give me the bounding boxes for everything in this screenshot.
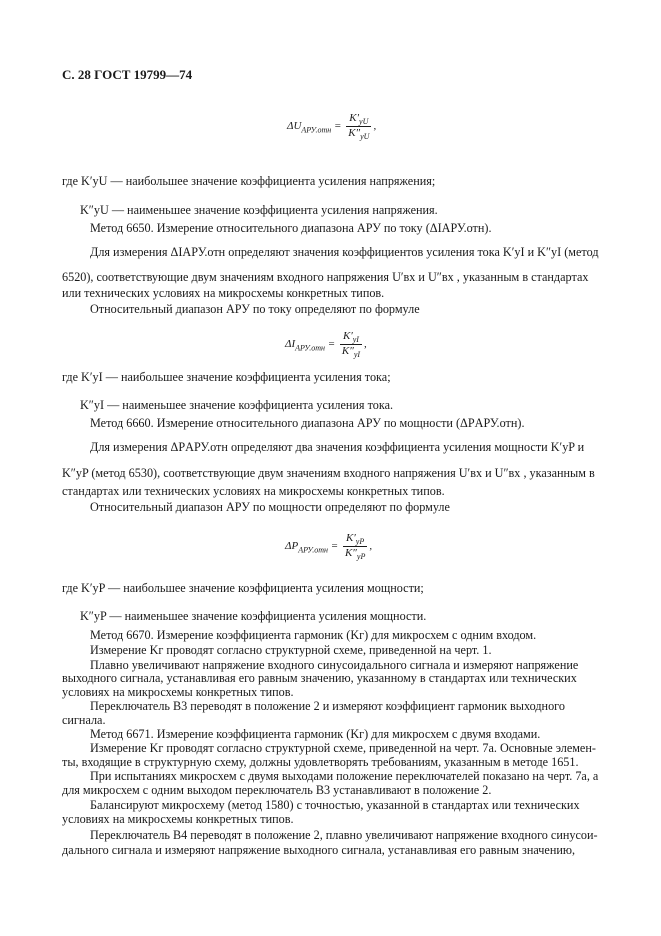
text-line: Для измерения ΔIАРУ.отн определяют значения коэффициентов усиления тока K′yI и K″yI (метод [90, 245, 599, 259]
formula-numerator-sub: yI [352, 335, 359, 345]
text-line: K″yP (метод 6530), соответствующие двум значениям входного напряжения U′вх и U″вх , указанным в [62, 466, 595, 480]
formula-lhs: ΔP [285, 540, 299, 553]
text-line: K″yU — наименьшее значение коэффициента усиления напряжения. [80, 203, 438, 217]
formula-lhs-sub: АРУ.отн [295, 343, 325, 353]
text-line: Балансируют микросхему (метод 1580) с точностью, указанной в стандартах или технических [90, 798, 580, 812]
formula-numerator-sub: yU [359, 117, 369, 127]
text-line: Измерение Kг проводят согласно структурной схеме, приведенной на черт. 1. [90, 643, 492, 657]
page-header: С. 28 ГОСТ 19799—74 [62, 67, 193, 82]
text-line: где K′yP — наибольшее значение коэффициента усиления мощности; [62, 581, 424, 595]
formula-fraction [340, 330, 362, 359]
formula-lhs: ΔI [285, 338, 296, 351]
text-line: Для измерения ΔPАРУ.отн определяют два значения коэффициента усиления мощности K′yP и [90, 440, 585, 454]
formula-numerator-sub: yP [355, 537, 365, 547]
formula-denominator: K″ [341, 345, 354, 358]
method-6660-heading: Метод 6660. Измерение относительного диапазона АРУ по мощности (ΔPАРУ.отн). [90, 416, 525, 430]
text-line: ты, входящие в структурную схему, должны удовлетворять требованиям, указанным в методе 1651. [62, 755, 579, 769]
text-line: При испытаниях микросхем с двумя выходами положение переключателей показано на черт. 7а, а [90, 769, 599, 783]
formula-denominator-sub: yU [360, 132, 370, 142]
formula-tail: , [369, 540, 373, 553]
text-line: Плавно увеличивают напряжение входного синусоидального сигнала и измеряют напряжение [90, 658, 579, 672]
formula-numerator: K′ [342, 330, 353, 342]
formula-tail: , [364, 338, 367, 351]
text-line: где K′yI — наибольшее значение коэффициента усиления тока; [62, 370, 391, 384]
formula-numerator: K′ [346, 532, 356, 544]
text-line: 6520), соответствующие двум значениям входного напряжения U′вх и U″вх , указанным в стандартах [62, 270, 589, 284]
method-6650-heading: Метод 6650. Измерение относительного диапазона АРУ по току (ΔIАРУ.отн). [90, 221, 492, 235]
formula-fraction [346, 112, 371, 141]
text-line: условиях на микросхемы конкретных типов. [62, 812, 294, 826]
text-line: K″yI — наименьшее значение коэффициента усиления тока. [80, 398, 394, 412]
formula-current-range: $\Delta I_{АРУ.отн}$ = $\frac{K'_{yI}}{K''_{yI}}$ , [285, 330, 367, 360]
formula-numerator: K′ [349, 112, 360, 124]
formula-denominator-sub: yP [356, 552, 366, 562]
formula-tail: , [373, 120, 377, 133]
text-line: условиях на микросхемы конкретных типов. [62, 685, 294, 699]
formula-denominator: K″ [348, 127, 361, 140]
text-line: стандартах или технических условиях на микросхемы конкретных типов. [62, 484, 445, 498]
text-line: выходного сигнала, устанавливая его равным значению, указанному в стандартах или технических [62, 671, 577, 685]
formula-lhs-sub: АРУ.отн [298, 545, 329, 555]
text-line: Переключатель В4 переводят в положение 2, плавно увеличивают напряжение входного синусои- [90, 828, 598, 842]
text-line: или технических условиях на микросхемы конкретных типов. [62, 286, 385, 300]
formula-fraction [343, 532, 367, 561]
text-line: Измерение Kг проводят согласно структурной схеме, приведенной на черт. 7а. Основные элемен- [90, 741, 596, 755]
formula-denominator: K″ [344, 547, 357, 560]
text-line: для микросхем с одним выходом переключатель В3 устанавливают в положение 2. [62, 783, 492, 797]
method-6671-heading: Метод 6671. Измерение коэффициента гармоник (Kг) для микросхем с двумя входами. [90, 727, 541, 741]
text-line: сигнала. [62, 713, 106, 727]
text-line: K″yP — наименьшее значение коэффициента усиления мощности. [80, 609, 427, 623]
formula-power-range: $\Delta P_{АРУ.отн}$ = $\frac{K'_{yP}}{K''_{yP}}$ , [285, 532, 373, 562]
text-line: Относительный диапазон АРУ по току определяют по формуле [90, 302, 420, 316]
formula-denominator-sub: yI [353, 350, 361, 360]
method-6670-heading: Метод 6670. Измерение коэффициента гармоник (Kг) для микросхем с одним входом. [90, 628, 537, 642]
formula-lhs: ΔU [287, 120, 302, 133]
text-line: Переключатель В3 переводят в положение 2 и измеряют коэффициент гармоник выходного [90, 699, 565, 713]
text-line: Относительный диапазон АРУ по мощности определяют по формуле [90, 500, 450, 514]
formula-lhs-sub: АРУ.отн [301, 125, 332, 135]
text-line: дального сигнала и измеряют напряжение выходного сигнала, устанавливая его равным значению, [62, 843, 576, 857]
formula-voltage-range: $\Delta U_{АРУ.отн}$ = $\frac{K'_{yU}}{K''_{yU}}$ , [287, 112, 377, 142]
text-line: где K′yU — наибольшее значение коэффициента усиления напряжения; [62, 174, 436, 188]
